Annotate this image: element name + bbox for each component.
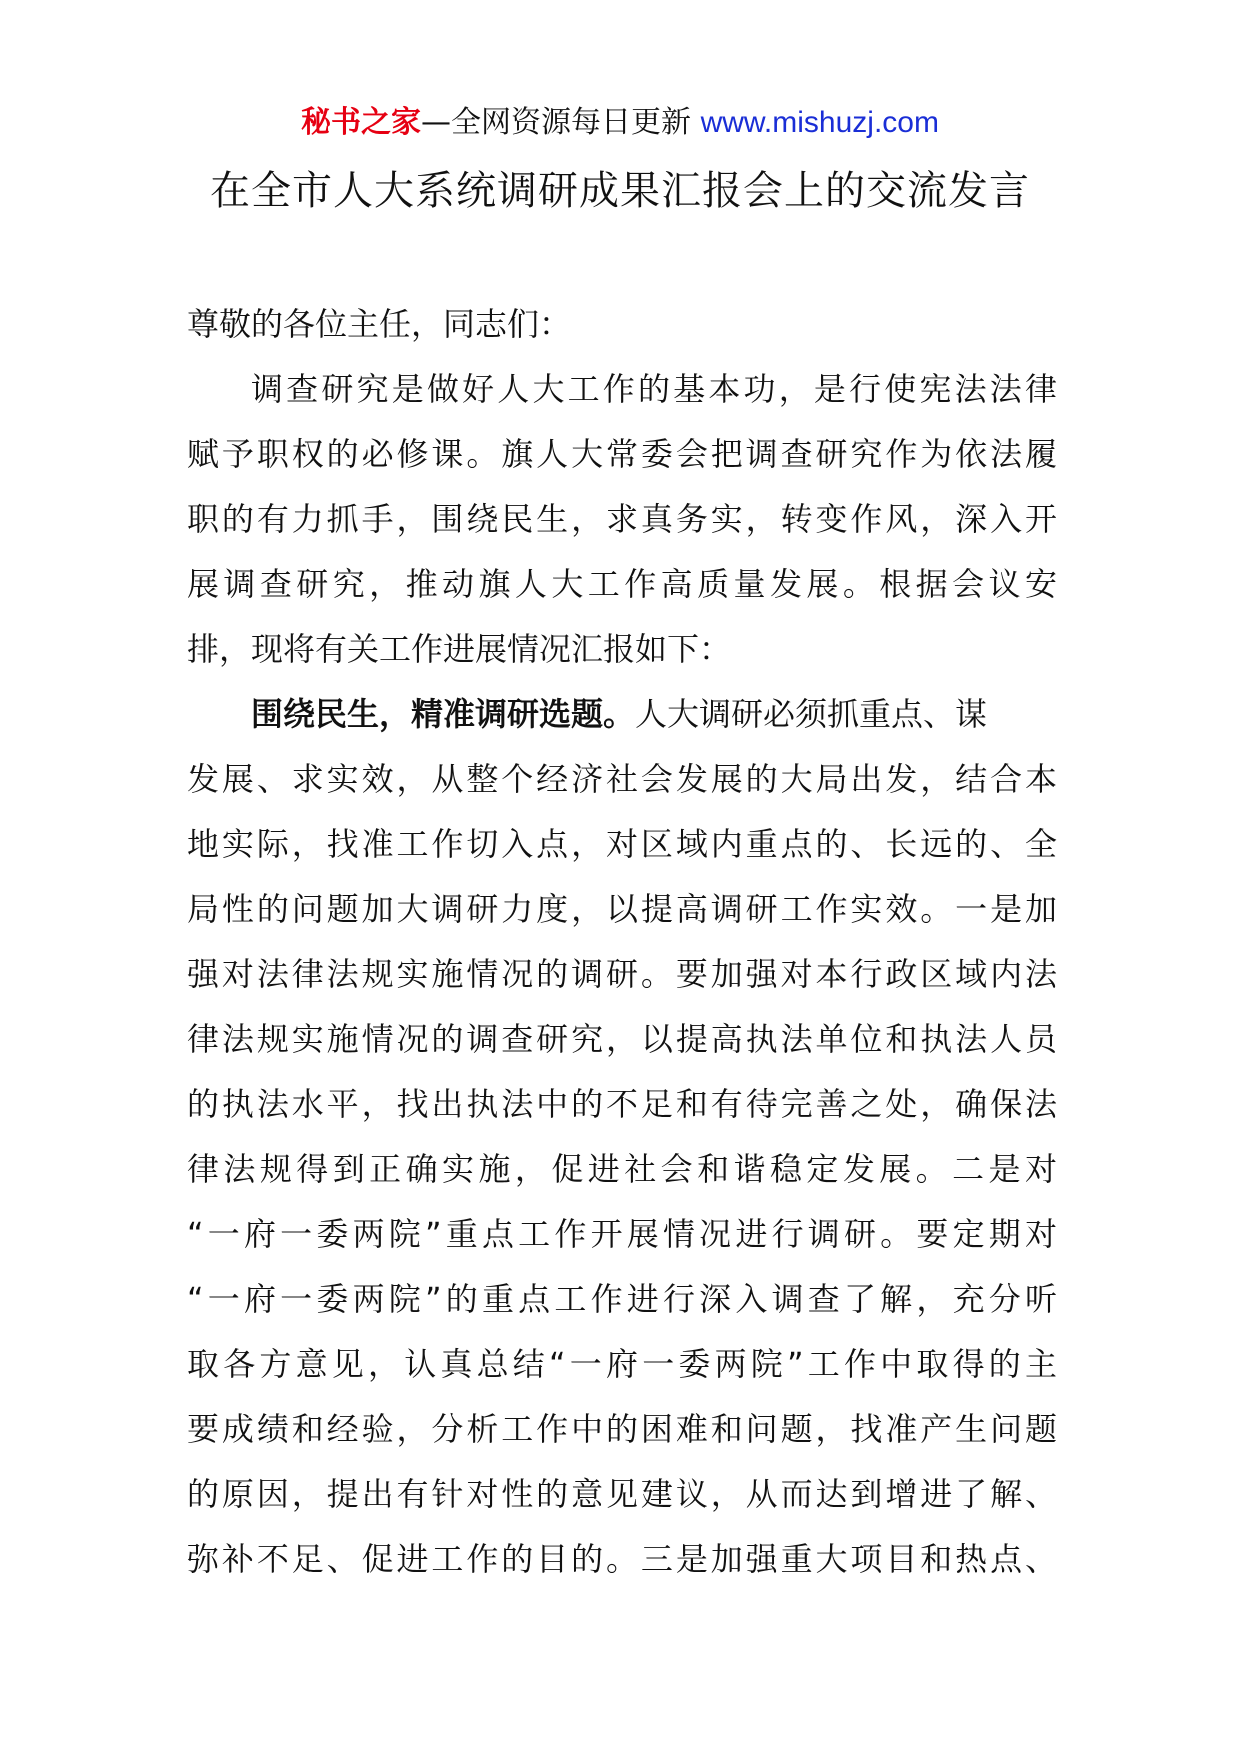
paragraph-line: 展调查研究，推动旗人大工作高质量发展。根据会议安 <box>187 565 1057 603</box>
salutation: 尊敬的各位主任，同志们： <box>187 305 572 343</box>
paragraph-line: 发展、求实效，从整个经济社会发展的大局出发，结合本 <box>187 760 1057 798</box>
paragraph-line: 强对法律法规实施情况的调研。要加强对本行政区域内法 <box>187 955 1057 993</box>
document-title: 在全市人大系统调研成果汇报会上的交流发言 <box>210 168 1030 214</box>
paragraph-first-rest: 人大调研必须抓重点、谋 <box>635 695 988 733</box>
paragraph-line: 排，现将有关工作进展情况汇报如下： <box>187 630 732 668</box>
paragraph-line: 的原因，提出有针对性的意见建议，从而达到增进了解、 <box>187 1475 1057 1513</box>
paragraph-1 <box>187 357 1057 682</box>
paragraph-line: 律法规实施情况的调查研究，以提高执法单位和执法人员 <box>187 1020 1057 1058</box>
paragraph-line: 地实际，找准工作切入点，对区域内重点的、长远的、全 <box>187 825 1057 863</box>
paragraph-line: 局性的问题加大调研力度，以提高调研工作实效。一是加 <box>187 890 1057 928</box>
paragraph-line: 的执法水平，找出执法中的不足和有待完善之处，确保法 <box>187 1085 1057 1123</box>
paragraph-first-line <box>187 682 1057 747</box>
document-body <box>187 292 1057 1592</box>
paragraph-line: 赋予职权的必修课。旗人大常委会把调查研究作为依法履 <box>187 435 1057 473</box>
paragraph-2 <box>187 682 1057 1592</box>
paragraph-line: 律法规得到正确实施，促进社会和谐稳定发展。二是对 <box>187 1150 1057 1188</box>
paragraph-line: 弥补不足、促进工作的目的。三是加强重大项目和热点、 <box>187 1540 1057 1578</box>
site-slogan: —全网资源每日更新 <box>421 105 692 140</box>
paragraph-line: 调查研究是做好人大工作的基本功，是行使宪法法律 <box>251 370 1057 408</box>
paragraph-line: 取各方意见，认真总结“一府一委两院”工作中取得的主 <box>187 1345 1057 1383</box>
paragraph-lead: 围绕民生，精准调研选题。 <box>251 695 636 733</box>
paragraph-line: 要成绩和经验，分析工作中的困难和问题，找准产生问题 <box>187 1410 1057 1448</box>
paragraph-line: “一府一委两院”的重点工作进行深入调查了解，充分听 <box>187 1280 1057 1318</box>
paragraph-line: “一府一委两院”重点工作开展情况进行调研。要定期对 <box>187 1215 1057 1253</box>
paragraph-line: 职的有力抓手，围绕民生，求真务实，转变作风，深入开 <box>187 500 1057 538</box>
site-brand: 秘书之家 <box>301 105 422 140</box>
site-url[interactable]: www.mishuzj.com <box>700 106 939 139</box>
site-header <box>0 100 1240 146</box>
